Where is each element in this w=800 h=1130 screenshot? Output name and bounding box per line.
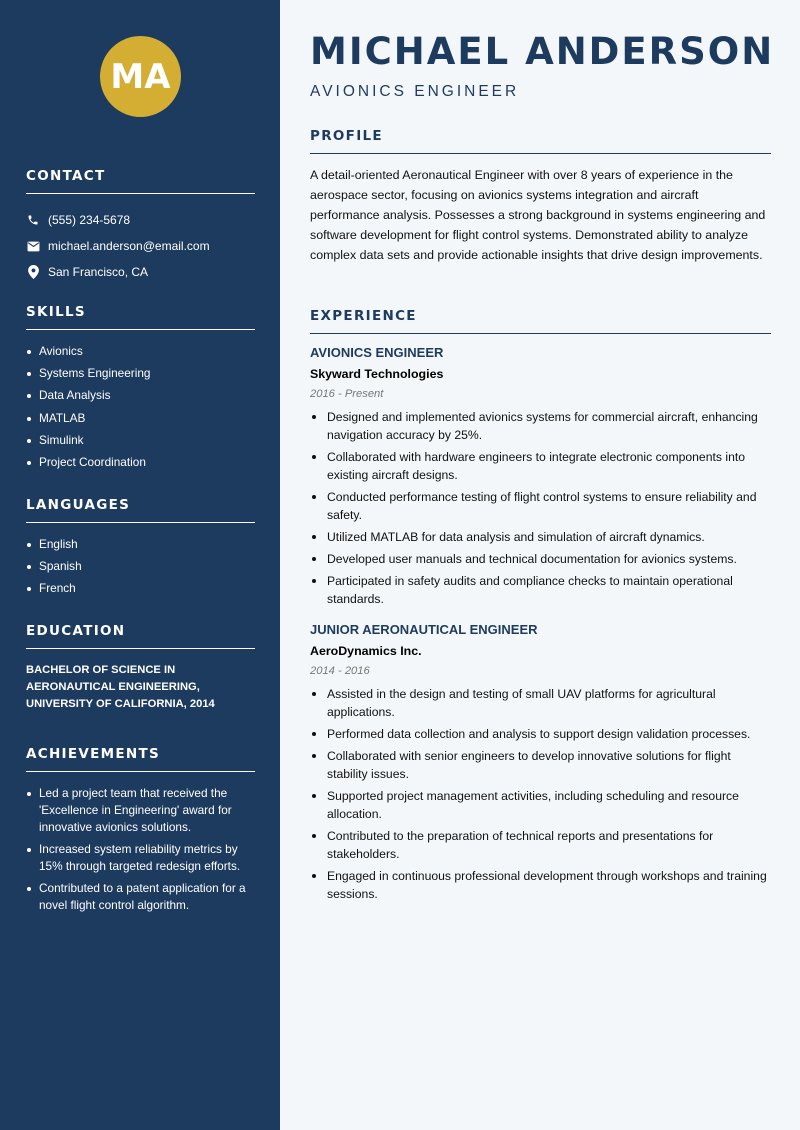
- skill-item: Systems Engineering: [26, 365, 255, 382]
- education-degree: [26, 662, 255, 713]
- job-bullets: [310, 408, 771, 608]
- email-icon: [26, 239, 40, 253]
- avatar: MA: [100, 36, 181, 117]
- job-bullet: Collaborated with hardware engineers to integrate electronic components into existing aircraft designs.: [310, 448, 771, 484]
- job-bullet: Contributed to the preparation of technical reports and presentations for stakeholders.: [310, 827, 771, 863]
- contact-section: [26, 168, 255, 285]
- job-bullet: Assisted in the design and testing of small UAV platforms for agricultural applications.: [310, 685, 771, 721]
- job-bullet: Supported project management activities, including scheduling and resource allocation.: [310, 787, 771, 823]
- candidate-title: AVIONICS ENGINEER: [310, 83, 520, 100]
- job-entry: [310, 345, 771, 608]
- skills-heading: SKILLS: [26, 304, 255, 330]
- job-bullet: Performed data collection and analysis to support design validation processes.: [310, 725, 771, 743]
- job-role: AVIONICS ENGINEER: [310, 345, 444, 360]
- skill-item: Simulink: [26, 432, 255, 449]
- phone-icon: [26, 213, 40, 227]
- skill-item: Avionics: [26, 343, 255, 360]
- education-line: UNIVERSITY OF CALIFORNIA, 2014: [26, 698, 215, 710]
- profile-heading: PROFILE: [310, 128, 771, 154]
- skill-item: Data Analysis: [26, 387, 255, 404]
- job-bullet: Participated in safety audits and compliance checks to maintain operational standards.: [310, 572, 771, 608]
- achievement-item: Contributed to a patent application for a novel flight control algorithm.: [26, 880, 255, 914]
- education-heading: EDUCATION: [26, 623, 255, 649]
- job-bullet: Conducted performance testing of flight control systems to ensure reliability and safety.: [310, 488, 771, 524]
- contact-phone: [26, 207, 255, 233]
- job-dates: 2016 - Present: [310, 388, 384, 400]
- email-text: michael.anderson@email.com: [48, 239, 210, 253]
- location-text: San Francisco, CA: [48, 265, 149, 279]
- sidebar: [0, 0, 280, 1130]
- job-bullet: Engaged in continuous professional development through workshops and training sessions.: [310, 867, 771, 903]
- job-entry: [310, 622, 771, 903]
- phone-text: (555) 234-5678: [48, 213, 131, 227]
- contact-email: [26, 233, 255, 259]
- experience-section: [310, 308, 771, 917]
- job-bullet: Collaborated with senior engineers to develop innovative solutions for flight stability issues.: [310, 747, 771, 783]
- education-section: [26, 623, 255, 713]
- achievement-item: Led a project team that received the 'Excellence in Engineering' award for innovative avionics solutions.: [26, 785, 255, 836]
- education-line: AERONAUTICAL ENGINEERING,: [26, 681, 200, 693]
- job-company: AeroDynamics Inc.: [310, 644, 422, 658]
- skills-section: [26, 304, 255, 476]
- location-pin-icon: [26, 265, 40, 279]
- skills-list: [26, 343, 255, 471]
- language-item: English: [26, 536, 255, 553]
- job-role: JUNIOR AERONAUTICAL ENGINEER: [310, 622, 538, 637]
- experience-heading: EXPERIENCE: [310, 308, 771, 334]
- achievements-heading: ACHIEVEMENTS: [26, 746, 255, 772]
- skill-item: MATLAB: [26, 410, 255, 427]
- languages-list: [26, 536, 255, 597]
- candidate-name: MICHAEL ANDERSON: [310, 30, 775, 73]
- job-bullet: Developed user manuals and technical documentation for avionics systems.: [310, 550, 771, 568]
- job-dates: 2014 - 2016: [310, 665, 370, 677]
- achievement-item: Increased system reliability metrics by 15% through targeted redesign efforts.: [26, 841, 255, 875]
- profile-text: A detail-oriented Aeronautical Engineer with over 8 years of experience in the aerospace sector, focusing on avionics systems integration and aircraft performance analysis. Possesses a strong background in systems engineering and software development for flight control systems. Demonstrated ability to analyze complex data sets and provide actionable insights that drive design improvements.: [310, 168, 766, 262]
- languages-section: [26, 497, 255, 603]
- achievements-section: [26, 746, 255, 919]
- contact-heading: CONTACT: [26, 168, 255, 194]
- job-bullet: Designed and implemented avionics systems for commercial aircraft, enhancing navigation accuracy by 25%.: [310, 408, 771, 444]
- job-company: Skyward Technologies: [310, 367, 444, 381]
- job-bullets: [310, 685, 771, 903]
- language-item: French: [26, 580, 255, 597]
- profile-section: [310, 128, 771, 265]
- skill-item: Project Coordination: [26, 454, 255, 471]
- languages-heading: LANGUAGES: [26, 497, 255, 523]
- education-line: BACHELOR OF SCIENCE IN: [26, 664, 176, 676]
- contact-location: [26, 259, 255, 285]
- job-bullet: Utilized MATLAB for data analysis and simulation of aircraft dynamics.: [310, 528, 771, 546]
- achievements-list: [26, 785, 255, 914]
- language-item: Spanish: [26, 558, 255, 575]
